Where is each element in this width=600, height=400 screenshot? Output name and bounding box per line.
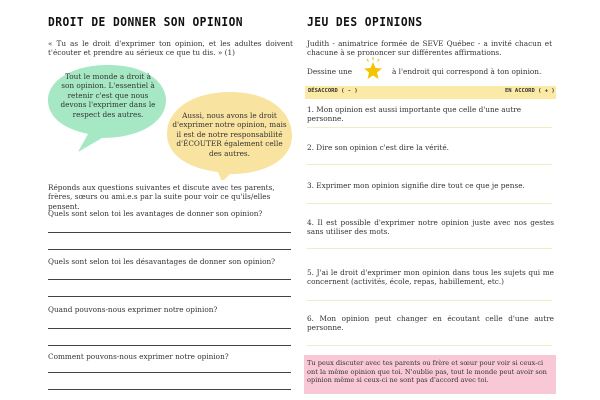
answer-line[interactable] (48, 232, 291, 233)
answer-line[interactable] (48, 279, 291, 280)
left-title: DROIT DE DONNER SON OPINION (48, 14, 244, 29)
question-4: Comment pouvons-nous exprimer notre opinion? (48, 352, 229, 361)
yellow-bubble-text: Aussi, nous avons le droit d'exprimer notre opinion, mais il est de notre responsabilité d'ÉCOUTER également celle des autres. (172, 111, 287, 158)
answer-line[interactable] (48, 249, 291, 250)
rating-line[interactable] (307, 248, 552, 249)
statement-6: 6. Mon opinion peut changer en écoutant celle d'une autre personne. (307, 314, 554, 333)
rating-line[interactable] (307, 203, 552, 204)
answer-line[interactable] (48, 389, 291, 390)
answer-line[interactable] (48, 328, 291, 329)
rating-line[interactable] (307, 345, 552, 346)
intro: Judith - animatrice formée de SEVE Québec - a invité chacun et chacune à se prononcer sur différentes affirmations. (307, 39, 552, 58)
note-text: Tu peux discuter avec tes parents ou frère et sœur pour voir si ceux-ci ont la même opinion que toi. N'oublie pas, tout le monde peut avoir son opinion même si ceux-ci ne sont pas d'accord avec toi. (307, 359, 547, 385)
star-icon (360, 56, 386, 82)
statement-3: 3. Exprimer mon opinion signifie dire tout ce que je pense. (307, 181, 525, 190)
answer-line[interactable] (48, 372, 291, 373)
scale-disagree-label: DÉSACCORD ( - ) (308, 88, 358, 94)
quote: « Tu as le droit d'exprimer ton opinion, et les adultes doivent t'écouter et prendre au sérieux ce que tu dis. » (1) (48, 39, 293, 58)
instructions: Réponds aux questions suivantes et discute avec tes parents, frères, sœurs ou ami.e.s par la suite pour voir ce qu'ils/elles pensent. (48, 183, 275, 211)
draw-instruction-end: à l'endroit qui correspond à ton opinion. (392, 67, 542, 76)
right-title: JEU DES OPINIONS (307, 14, 423, 29)
scale-agree-label: EN ACCORD ( + ) (505, 88, 555, 94)
draw-instruction-start: Dessine une (307, 67, 353, 76)
statement-5: 5. J'ai le droit d'exprimer mon opinion dans tous les sujets qui me concernent (activités, école, repas, habillement, etc.) (307, 268, 554, 287)
statement-4: 4. Il est possible d'exprimer notre opinion juste avec nos gestes sans utiliser des mots. (307, 218, 554, 237)
green-bubble-text: Tout le monde a droit à son opinion. L'essentiel à retenir c'est que nous devons l'exprimer dans le respect des autres. (60, 72, 156, 119)
question-2: Quels sont selon toi les désavantages de donner son opinion? (48, 257, 276, 266)
rating-line[interactable] (307, 300, 552, 301)
answer-line[interactable] (48, 345, 291, 346)
answer-line[interactable] (48, 296, 291, 297)
question-3: Quand pouvons-nous exprimer notre opinion? (48, 305, 218, 314)
rating-line[interactable] (307, 164, 552, 165)
note-box (304, 355, 556, 394)
statement-2: 2. Dire son opinion c'est dire la vérité. (307, 143, 449, 152)
question-1: Quels sont selon toi les avantages de donner son opinion? (48, 209, 263, 218)
rating-line[interactable] (307, 127, 552, 128)
statement-1: 1. Mon opinion est aussi importante que celle d'une autre personne. (307, 105, 522, 124)
